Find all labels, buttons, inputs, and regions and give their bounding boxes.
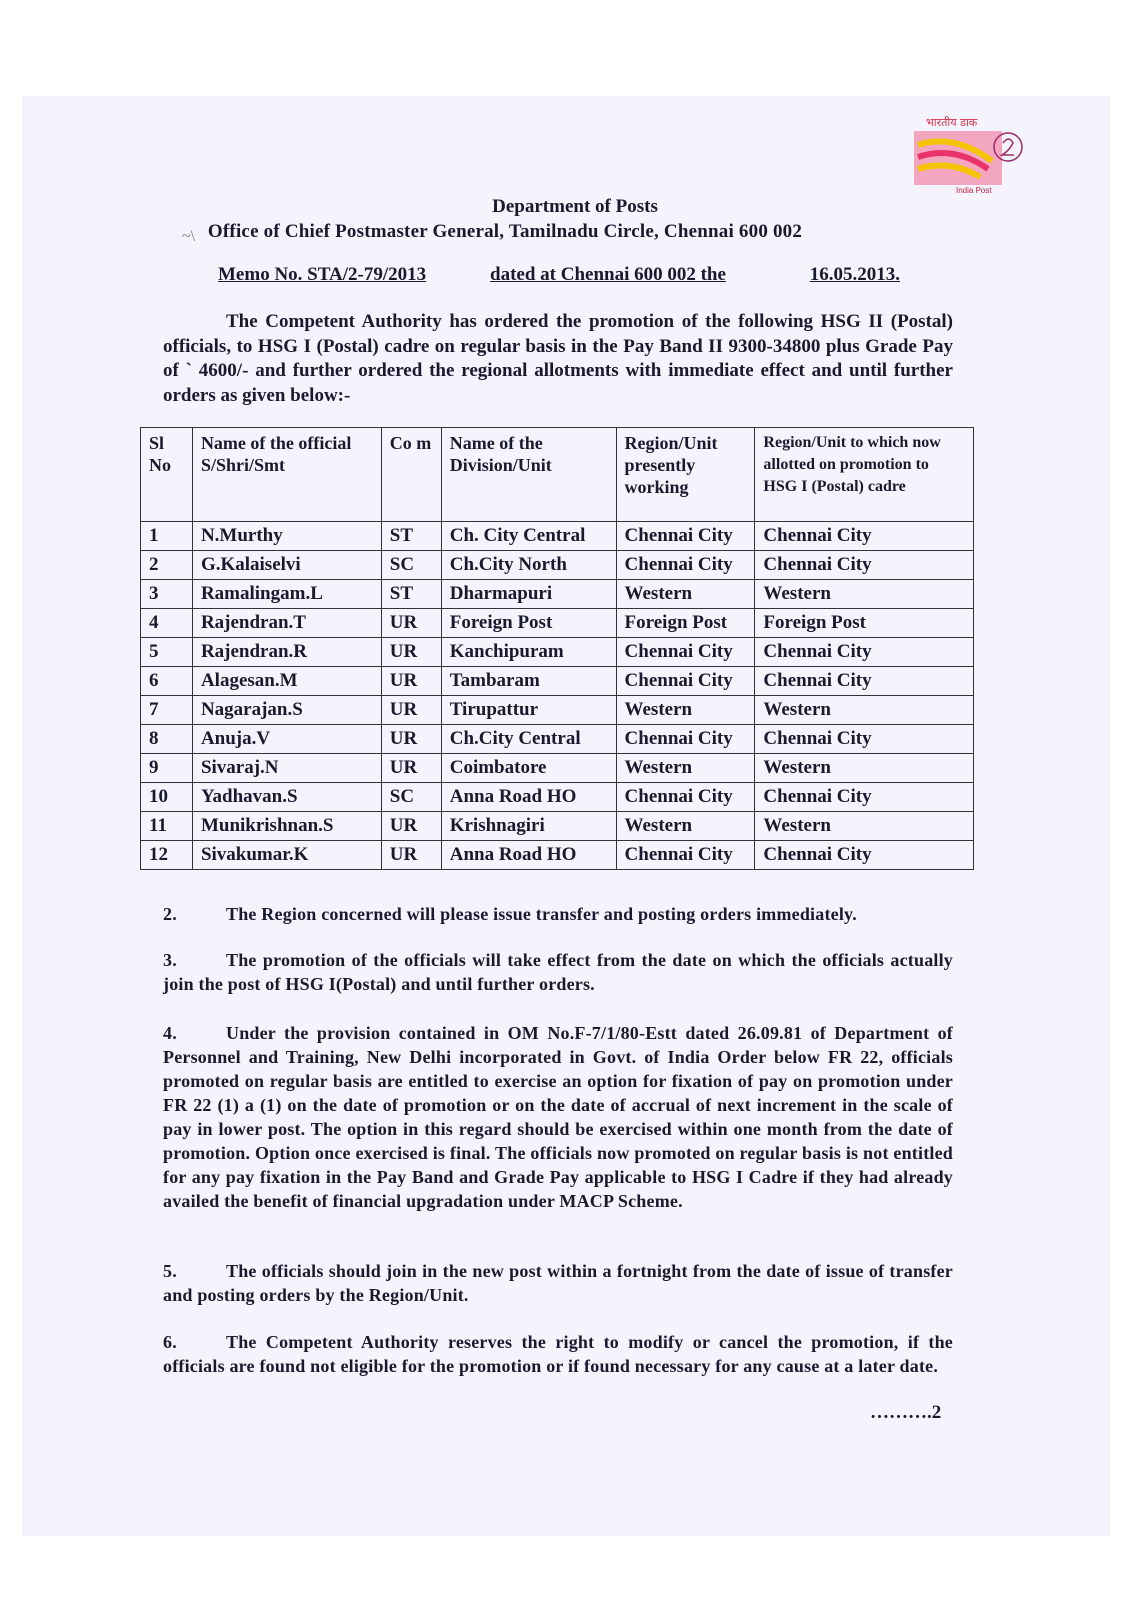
present-region-cell: Western bbox=[616, 754, 755, 783]
community-cell: UR bbox=[381, 841, 441, 870]
division-cell: Anna Road HO bbox=[441, 783, 616, 812]
division-cell: Ch. City Central bbox=[441, 522, 616, 551]
present-region-cell: Western bbox=[616, 580, 755, 609]
official-name-cell: N.Murthy bbox=[192, 522, 381, 551]
present-region-cell: Chennai City bbox=[616, 783, 755, 812]
division-cell: Kanchipuram bbox=[441, 638, 616, 667]
sl-no-cell: 11 bbox=[141, 812, 193, 841]
community-cell: UR bbox=[381, 609, 441, 638]
division-cell: Coimbatore bbox=[441, 754, 616, 783]
official-name-cell: Rajendran.T bbox=[192, 609, 381, 638]
official-name-cell: Alagesan.M bbox=[192, 667, 381, 696]
division-cell: Anna Road HO bbox=[441, 841, 616, 870]
scan-mark: ~\ bbox=[182, 228, 196, 245]
promotion-table bbox=[140, 427, 974, 870]
sl-no-cell: 3 bbox=[141, 580, 193, 609]
community-cell: ST bbox=[381, 522, 441, 551]
department-heading: Department of Posts bbox=[492, 196, 658, 217]
community-cell: UR bbox=[381, 754, 441, 783]
sl-no-cell: 4 bbox=[141, 609, 193, 638]
division-cell: Tambaram bbox=[441, 667, 616, 696]
table-row bbox=[141, 696, 974, 725]
intro-paragraph: The Competent Authority has ordered the promotion of the following HSG II (Postal) officials, to HSG I (Postal) cadre on regular basis in the Pay Band II 9300-34800 plus Grade Pay of ` 4600/- and further ordered the regional allotments with immediate effect and until further orders as given below:- bbox=[163, 311, 953, 406]
india-post-envelope-icon bbox=[914, 131, 1026, 187]
community-cell: SC bbox=[381, 551, 441, 580]
page-continuation: ……….2 bbox=[870, 1402, 942, 1423]
table-row bbox=[141, 522, 974, 551]
allotted-region-cell: Western bbox=[755, 580, 974, 609]
allotted-region-cell: Western bbox=[755, 696, 974, 725]
division-cell: Dharmapuri bbox=[441, 580, 616, 609]
community-cell: UR bbox=[381, 725, 441, 754]
official-name-cell: Rajendran.R bbox=[192, 638, 381, 667]
division-cell: Foreign Post bbox=[441, 609, 616, 638]
division-cell: Ch.City Central bbox=[441, 725, 616, 754]
sl-no-cell: 9 bbox=[141, 754, 193, 783]
sl-no-cell: 8 bbox=[141, 725, 193, 754]
logo-caption: India Post bbox=[956, 186, 992, 195]
present-region-cell: Chennai City bbox=[616, 725, 755, 754]
present-region-cell: Western bbox=[616, 696, 755, 725]
table-row bbox=[141, 725, 974, 754]
allotted-region-cell: Foreign Post bbox=[755, 609, 974, 638]
present-region-cell: Chennai City bbox=[616, 551, 755, 580]
header-community: Co m bbox=[381, 428, 441, 522]
sl-no-cell: 6 bbox=[141, 667, 193, 696]
official-name-cell: Nagarajan.S bbox=[192, 696, 381, 725]
official-name-cell: Yadhavan.S bbox=[192, 783, 381, 812]
allotted-region-cell: Chennai City bbox=[755, 841, 974, 870]
community-cell: UR bbox=[381, 638, 441, 667]
division-cell: Krishnagiri bbox=[441, 812, 616, 841]
table-header-row bbox=[141, 428, 974, 522]
table-row bbox=[141, 609, 974, 638]
allotted-region-cell: Chennai City bbox=[755, 667, 974, 696]
allotted-region-cell: Chennai City bbox=[755, 725, 974, 754]
table-row bbox=[141, 638, 974, 667]
official-name-cell: Sivaraj.N bbox=[192, 754, 381, 783]
allotted-region-cell: Chennai City bbox=[755, 551, 974, 580]
header-allotted-region: Region/Unit to which now allotted on promotion to HSG I (Postal) cadre bbox=[755, 428, 974, 522]
official-name-cell: Ramalingam.L bbox=[192, 580, 381, 609]
header-present-region: Region/Unit presently working bbox=[616, 428, 755, 522]
india-post-logo bbox=[914, 115, 1026, 195]
table-row bbox=[141, 754, 974, 783]
sl-no-cell: 2 bbox=[141, 551, 193, 580]
paragraph-6: 6. The Competent Authority reserves the right to modify or cancel the promotion, if the officials are found not eligible for the promotion or if found necessary for any cause at a later date. bbox=[163, 1332, 953, 1376]
official-name-cell: G.Kalaiselvi bbox=[192, 551, 381, 580]
sl-no-cell: 12 bbox=[141, 841, 193, 870]
table-row bbox=[141, 667, 974, 696]
community-cell: UR bbox=[381, 812, 441, 841]
allotted-region-cell: Western bbox=[755, 754, 974, 783]
community-cell: ST bbox=[381, 580, 441, 609]
division-cell: Ch.City North bbox=[441, 551, 616, 580]
community-cell: UR bbox=[381, 696, 441, 725]
division-cell: Tirupattur bbox=[441, 696, 616, 725]
official-name-cell: Munikrishnan.S bbox=[192, 812, 381, 841]
memo-dated-at: dated at Chennai 600 002 the bbox=[490, 264, 726, 285]
sl-no-cell: 1 bbox=[141, 522, 193, 551]
present-region-cell: Chennai City bbox=[616, 841, 755, 870]
allotted-region-cell: Western bbox=[755, 812, 974, 841]
community-cell: SC bbox=[381, 783, 441, 812]
office-heading: Office of Chief Postmaster General, Tamilnadu Circle, Chennai 600 002 bbox=[207, 221, 803, 242]
table-row bbox=[141, 841, 974, 870]
paragraph-4: 4. Under the provision contained in OM No.F-7/1/80-Estt dated 26.09.81 of Department of Personnel and Training, New Delhi incorporated in Govt. of India Order below FR 22, officials promoted on regular basis are entitled to exercise an option for fixation of pay on promotion under FR 22 (1) a (1) on the date of promotion or on the date of accrual of next increment in the scale of pay in lower post. The option in this regard should be exercised within one month from the date of promotion. Option once exercised is final. The officials now promoted on regular basis is not entitled for any pay fixation in the Pay Band and Grade Pay applicable to HSG I Cadre if they had already availed the benefit of financial upgradation under MACP Scheme. bbox=[163, 1023, 953, 1211]
logo-hindi-text: भारतीय डाक bbox=[926, 116, 978, 129]
memo-number: Memo No. STA/2-79/2013 bbox=[218, 264, 427, 285]
sl-no-cell: 10 bbox=[141, 783, 193, 812]
present-region-cell: Chennai City bbox=[616, 638, 755, 667]
paragraph-2: 2. The Region concerned will please issue transfer and posting orders immediately. bbox=[163, 904, 857, 924]
sl-no-cell: 5 bbox=[141, 638, 193, 667]
official-name-cell: Anuja.V bbox=[192, 725, 381, 754]
sl-no-cell: 7 bbox=[141, 696, 193, 725]
present-region-cell: Western bbox=[616, 812, 755, 841]
header-division: Name of the Division/Unit bbox=[441, 428, 616, 522]
paragraph-5: 5. The officials should join in the new post within a fortnight from the date of issue of transfer and posting orders by the Region/Unit. bbox=[163, 1261, 953, 1305]
header-sl-no: Sl No bbox=[141, 428, 193, 522]
present-region-cell: Foreign Post bbox=[616, 609, 755, 638]
table-row bbox=[141, 812, 974, 841]
official-name-cell: Sivakumar.K bbox=[192, 841, 381, 870]
table-row bbox=[141, 783, 974, 812]
table-row bbox=[141, 551, 974, 580]
present-region-cell: Chennai City bbox=[616, 522, 755, 551]
paragraph-3: 3. The promotion of the officials will take effect from the date on which the officials actually join the post of HSG I(Postal) and until further orders. bbox=[163, 950, 953, 994]
table-row bbox=[141, 580, 974, 609]
present-region-cell: Chennai City bbox=[616, 667, 755, 696]
allotted-region-cell: Chennai City bbox=[755, 783, 974, 812]
header-official-name: Name of the official S/Shri/Smt bbox=[192, 428, 381, 522]
community-cell: UR bbox=[381, 667, 441, 696]
allotted-region-cell: Chennai City bbox=[755, 522, 974, 551]
allotted-region-cell: Chennai City bbox=[755, 638, 974, 667]
memo-date: 16.05.2013. bbox=[809, 264, 900, 285]
